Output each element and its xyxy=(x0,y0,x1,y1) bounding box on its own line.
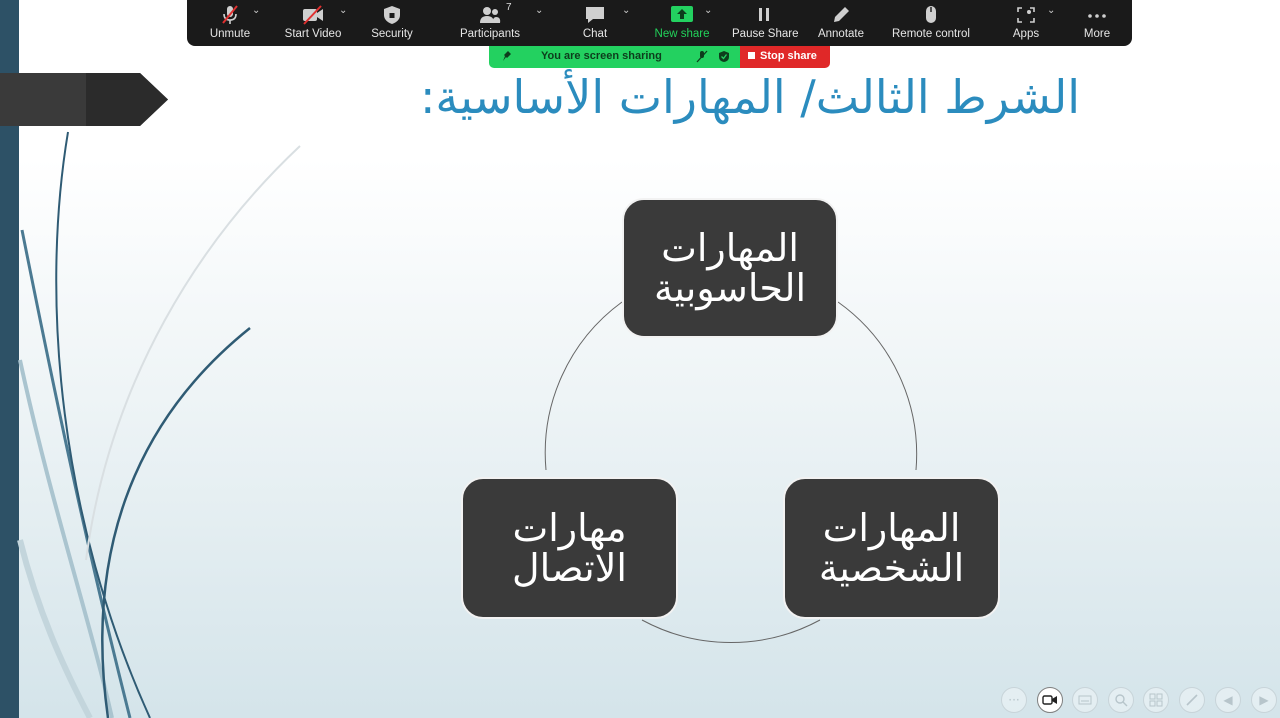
cycle-node-personal-skills xyxy=(783,477,1000,619)
camera-icon xyxy=(1042,694,1058,706)
cycle-node-communication-skills xyxy=(461,477,678,619)
unmute-label: Unmute xyxy=(209,28,251,40)
start-video-label: Start Video xyxy=(284,28,342,40)
participants-button[interactable] xyxy=(457,0,544,46)
slides-grid-icon xyxy=(1149,693,1163,707)
apps-icon xyxy=(1014,4,1038,26)
node-line-1: المهارات xyxy=(661,226,799,270)
presenter-controls xyxy=(1000,687,1280,715)
apps-button[interactable] xyxy=(1007,0,1056,46)
stop-icon xyxy=(748,52,755,59)
pen-icon xyxy=(1185,693,1199,707)
share-up-arrow-icon xyxy=(670,4,694,26)
zoom-icon xyxy=(1114,693,1128,707)
pause-share-button[interactable] xyxy=(732,0,799,46)
sharing-status-text: You are screen sharing xyxy=(541,50,662,62)
participants-icon xyxy=(478,4,502,26)
previous-slide-button[interactable] xyxy=(1215,687,1241,713)
meeting-toolbar xyxy=(187,0,1132,46)
start-video-button[interactable] xyxy=(283,0,348,46)
pencil-icon xyxy=(829,4,853,26)
more-button[interactable] xyxy=(1077,0,1117,46)
new-share-button[interactable] xyxy=(652,0,712,46)
security-label: Security xyxy=(371,28,413,40)
slide-title: الشرط الثالث/ المهارات الأساسية: xyxy=(419,70,1080,124)
chevron-down-icon[interactable]: ⌄ xyxy=(1047,5,1056,16)
next-slide-button[interactable] xyxy=(1251,687,1277,713)
more-dots-icon: ··· xyxy=(1008,693,1020,707)
apps-label: Apps xyxy=(1012,28,1040,40)
chevron-down-icon[interactable]: ⌄ xyxy=(252,5,261,16)
subtitles-icon xyxy=(1078,695,1092,705)
previous-icon: ◀ xyxy=(1223,693,1233,707)
shield-icon xyxy=(380,4,404,26)
pen-button[interactable] xyxy=(1179,687,1205,713)
node-line-2: الشخصية xyxy=(818,546,965,590)
chevron-down-icon[interactable]: ⌄ xyxy=(339,5,348,16)
next-icon: ▶ xyxy=(1259,693,1269,707)
more-dots-icon xyxy=(1085,4,1109,26)
remote-control-button[interactable] xyxy=(890,0,972,46)
annotate-label: Annotate xyxy=(817,28,865,40)
pause-share-label: Pause Share xyxy=(732,28,799,40)
node-line-1: المهارات xyxy=(822,506,961,550)
pin-icon[interactable] xyxy=(500,50,512,63)
unmute-button[interactable] xyxy=(204,0,261,46)
chevron-down-icon[interactable]: ⌄ xyxy=(704,5,713,16)
chat-label: Chat xyxy=(582,28,608,40)
cycle-node-computer-skills xyxy=(622,198,838,338)
chevron-down-icon[interactable]: ⌄ xyxy=(622,5,631,16)
zoom-button[interactable] xyxy=(1108,687,1134,713)
slides-grid-button[interactable] xyxy=(1143,687,1169,713)
more-label: More xyxy=(1083,28,1111,40)
security-button[interactable] xyxy=(367,0,417,46)
node-line-2: الاتصال xyxy=(512,546,627,590)
participants-label: Participants xyxy=(459,28,521,40)
camera-button[interactable] xyxy=(1037,687,1063,713)
stop-share-button[interactable] xyxy=(740,46,830,68)
chat-button[interactable] xyxy=(573,0,631,46)
annotate-button[interactable] xyxy=(815,0,867,46)
node-line-2: الحاسوبية xyxy=(653,266,807,310)
mouse-icon xyxy=(919,4,943,26)
screen-sharing-bar xyxy=(489,46,830,68)
node-line-1: مهارات xyxy=(512,506,627,550)
participant-count-badge: 7 xyxy=(506,2,512,13)
pause-icon xyxy=(752,4,776,26)
title-arrow-shape xyxy=(0,73,168,126)
video-off-icon xyxy=(301,4,325,26)
sharing-status[interactable] xyxy=(489,46,740,68)
mic-muted-icon xyxy=(218,4,242,26)
shield-check-icon[interactable] xyxy=(718,50,730,63)
new-share-label: New share xyxy=(654,28,710,40)
stop-share-label: Stop share xyxy=(760,50,817,62)
more-options-button[interactable] xyxy=(1001,687,1027,713)
chevron-down-icon[interactable]: ⌄ xyxy=(535,5,544,16)
remote-control-label: Remote control xyxy=(892,28,970,40)
chat-icon xyxy=(583,4,607,26)
subtitles-button[interactable] xyxy=(1072,687,1098,713)
mic-muted-icon[interactable] xyxy=(696,50,708,63)
